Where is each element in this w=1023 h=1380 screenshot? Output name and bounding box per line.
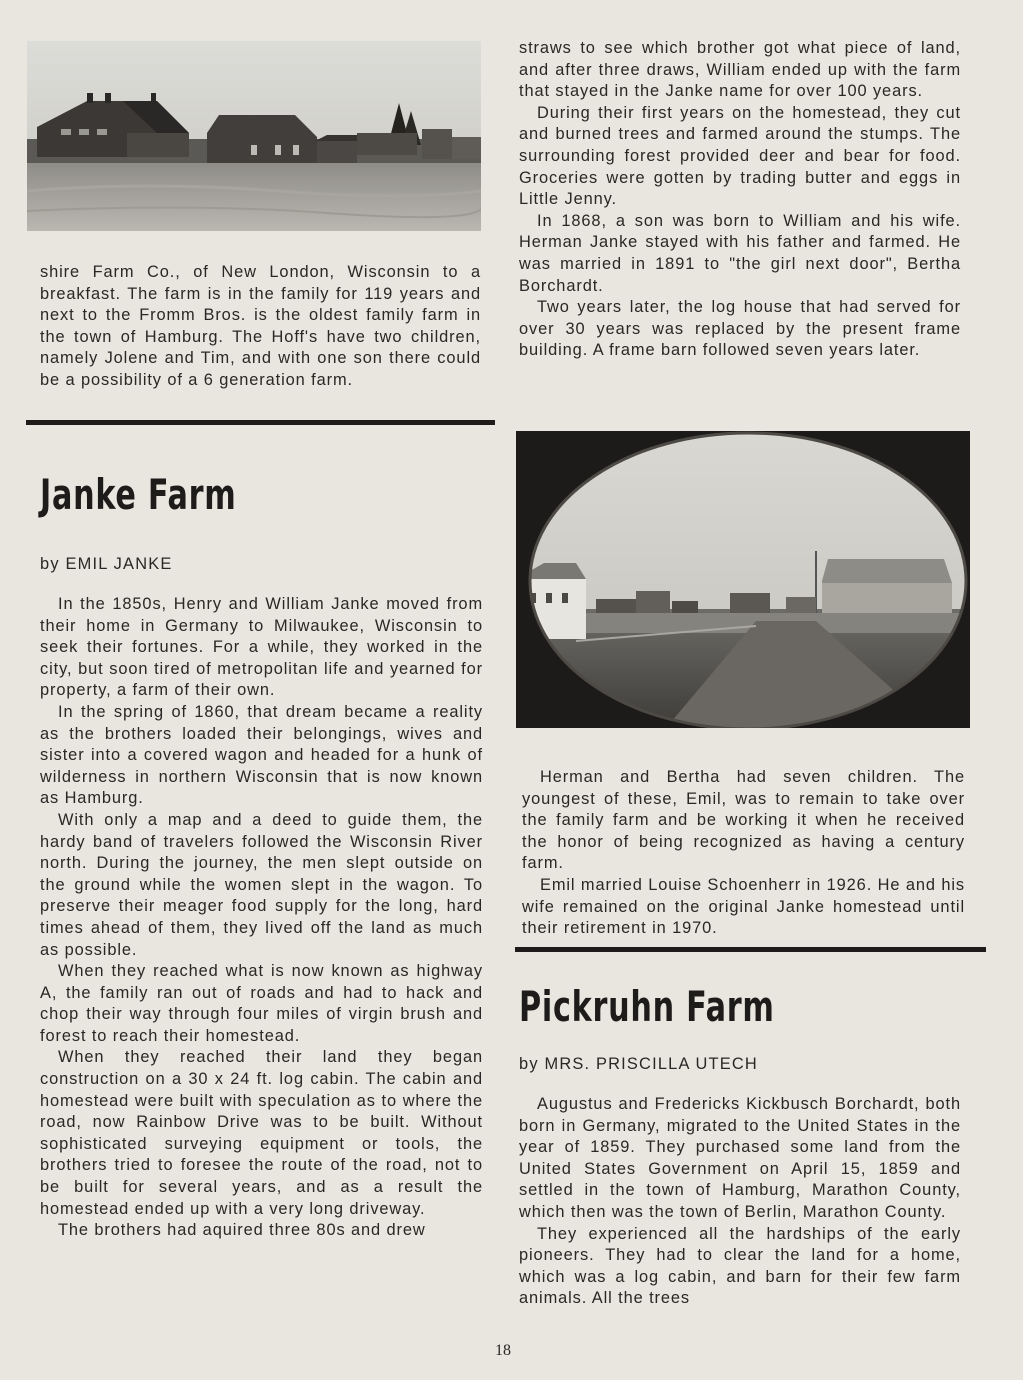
barn-photo <box>27 41 481 231</box>
janke-byline: by EMIL JANKE <box>40 555 173 573</box>
page-number: 18 <box>495 1342 511 1359</box>
farmstead-oval-graphic <box>516 431 970 728</box>
janke-paragraph-4: When they reached what is now known as highway A, the family ran out of roads and had to hack and chop their way through four miles of virgin brush and forest to reach their homestead. <box>40 962 483 1045</box>
pickruhn-paragraph-1: Augustus and Fredericks Kickbusch Borchardt, both born in Germany, migrated to the United States in the year of 1859. They purchased some land from the United States Government on April 15, 1859 and settled in the town of Hamburg, Marathon County, which then was the town of Berlin, Marathon County. <box>519 1095 961 1221</box>
pickruhn-byline: by MRS. PRISCILLA UTECH <box>519 1055 758 1073</box>
section-divider-left <box>26 420 495 425</box>
right-mid-paragraph-1: Herman and Bertha had seven children. The youngest of these, Emil, was to remain to take over the family farm and be working it when he received the honor of being recognized as having a century farm. <box>522 768 965 873</box>
pickruhn-body <box>519 1094 961 1310</box>
right-top-text <box>519 38 961 362</box>
right-mid-paragraph-2: Emil married Louise Schoenherr in 1926. He and his wife remained on the original Janke homestead until their retirement in 1970. <box>522 875 965 938</box>
janke-paragraph-6: The brothers had aquired three 80s and drew <box>58 1221 426 1240</box>
janke-farm-title: Janke Farm <box>40 470 237 519</box>
janke-paragraph-3: With only a map and a deed to guide them, the hardy band of travelers followed the Wisconsin River north. During the journey, the men slept outside on the ground while the women slept in the wagon. To preserve their meager food supply for the long, hard times ahead of them, they lived off the land as much as possible. <box>40 810 483 959</box>
right-paragraph-1: straws to see which brother got what piece of land, and after three draws, William ended up with the farm that stayed in the Janke name for over 100 years. <box>519 39 961 101</box>
right-paragraph-2: During their first years on the homestead, they cut and burned trees and farmed around the stumps. The surrounding forest provided deer and bear for food. Groceries were gotten by trading butter and eggs in Little Jenny. <box>519 103 961 209</box>
janke-paragraph-5: When they reached their land they began construction on a 30 x 24 ft. log cabin. The cabin and homestead were built with speculation as to where the road, now Rainbow Drive was to be built. Without sophisticated surveying equipment or tools, the brothers tried to foresee the route of the road, not to be built for several years, and as a result the homestead ended up with a very long driveway. <box>40 1048 483 1218</box>
pickruhn-farm-title: Pickruhn Farm <box>519 982 775 1031</box>
janke-paragraph-1: In the 1850s, Henry and William Janke moved from their home in Germany to Milwaukee, Wisconsin to seek their fortunes. For a while, they worked in the city, but soon tired of metropolitan life and yearned for property, a farm of their own. <box>40 595 483 700</box>
continued-paragraph: shire Farm Co., of New London, Wisconsin to a breakfast. The farm is in the family for 119 years and next to the Fromm Bros. is the oldest family farm in the town of Hamburg. The Hoff's have two children, namely Jolene and Tim, and with one son there could be a possibility of a 6 generation farm. <box>40 263 481 389</box>
janke-paragraph-2: In the spring of 1860, that dream became a reality as the brothers loaded their belongings, wives and sister into a covered wagon and headed for a hunk of wilderness in northern Wisconsin that is now known as Hamburg. <box>40 702 483 808</box>
section-divider-right <box>515 947 986 952</box>
farmstead-oval-photo <box>516 431 970 728</box>
right-mid-text <box>522 767 965 940</box>
janke-body <box>40 594 483 1242</box>
right-paragraph-3: In 1868, a son was born to William and his wife. Herman Janke stayed with his father and farmed. He was married in 1891 to "the girl next door", Bertha Borchardt. <box>519 211 961 295</box>
right-paragraph-4: Two years later, the log house that had served for over 30 years was replaced by the present frame building. A frame barn followed seven years later. <box>519 298 961 360</box>
pickruhn-paragraph-2: They experienced all the hardships of the early pioneers. They had to clear the land for a home, which was a log cabin, and barn for their few farm animals. All the trees <box>519 1224 961 1308</box>
barn-photo-graphic <box>27 41 481 231</box>
